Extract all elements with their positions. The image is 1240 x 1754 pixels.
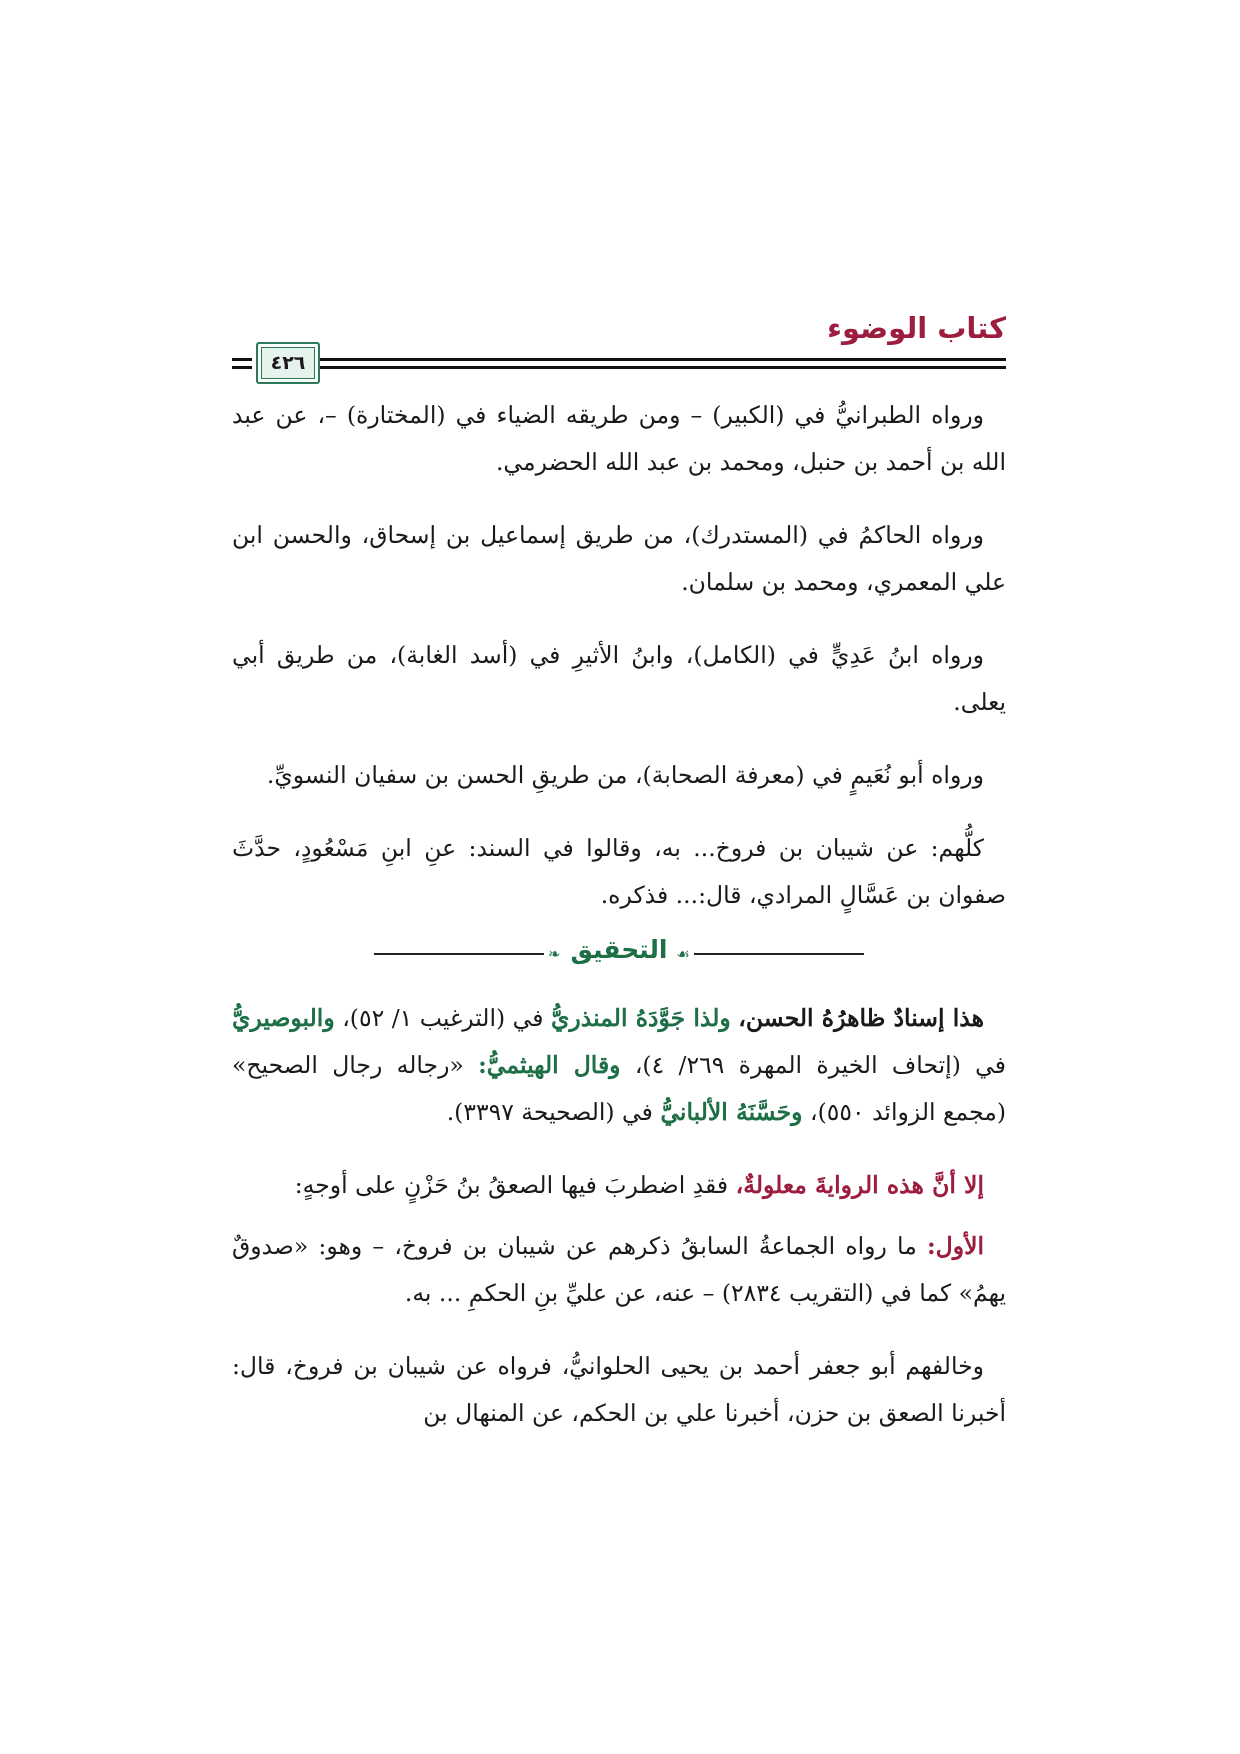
paragraph-ibn-adi: ورواه ابنُ عَدِيٍّ في (الكامل)، وابنُ الأثيرِ في (أسد الغابة)، من طريق أبي يعلى. bbox=[232, 641, 1006, 716]
paragraph-abu-nuaym: ورواه أبو نُعَيمٍ في (معرفة الصحابة)، من طريقِ الحسن بن سفيان النسويِّ. bbox=[266, 761, 984, 789]
busiri-highlight: والبوصيريُّ bbox=[232, 1004, 335, 1032]
header-rule-end-bottom bbox=[232, 366, 252, 369]
text-run: «رجاله رجال الصحيح» (مجمع الزوائد ٥٥٠)، bbox=[232, 1051, 1006, 1126]
text-run: ما رواه الجماعةُ السابقُ ذكرهم عن شيبان بن فروخ، – وهو: «صدوقٌ يهمُ» كما في (التقريب ٢٨٣٤) – عنه، عن عليِّ بنِ الحكمِ ... به. bbox=[232, 1232, 1006, 1307]
isnad-statement: هذا إسنادٌ ظاهرُهُ الحسن، bbox=[738, 1004, 984, 1032]
paragraph-hakim: ورواه الحاكمُ في (المستدرك)، من طريق إسماعيل بن إسحاق، والحسن ابن علي المعمري، ومحمد بن سلمان. bbox=[232, 521, 1006, 596]
mundhiri-highlight: ولذا جَوَّدَهُ المنذريُّ bbox=[551, 1004, 731, 1032]
text-run: في (الترغيب ١/ ٥٢)، bbox=[334, 1004, 552, 1032]
first-way-label: الأول: bbox=[926, 1232, 984, 1260]
header-rule-top bbox=[302, 358, 1006, 361]
text-run: في (الصحيحة ٣٣٩٧). bbox=[446, 1098, 661, 1126]
ornament-right-icon: ☙ bbox=[676, 945, 690, 963]
section-title: التحقيق bbox=[570, 935, 668, 964]
paragraph-first-way bbox=[232, 1223, 1006, 1317]
ornament-left-icon: ❧ bbox=[548, 945, 561, 963]
text-run: فقدِ اضطربَ فيها الصعقُ بنُ حَزْنٍ على أوجهٍ: bbox=[294, 1171, 736, 1199]
albani-highlight: وحَسَّنَهُ الألبانيُّ bbox=[660, 1098, 803, 1126]
page-header bbox=[232, 300, 1006, 392]
text-run: في (إتحاف الخيرة المهرة ٢٦٩/ ٤)، bbox=[620, 1051, 1006, 1079]
paragraph-tabarani: ورواه الطبرانيُّ في (الكبير) – ومن طريقه الضياء في (المختارة) –، عن عبد الله بن أحمد بن حنبل، ومحمد بن عبد الله الحضرمي. bbox=[232, 401, 1006, 476]
section-divider bbox=[232, 933, 1006, 973]
page-number: ٤٢٦ bbox=[270, 352, 306, 374]
haythami-highlight: وقال الهيثميُّ: bbox=[478, 1051, 621, 1079]
paragraph-tahqiq-isnad bbox=[232, 995, 1006, 1136]
paragraph-hulwani: وخالفهم أبو جعفر أحمد بن يحيى الحلوانيُّ، فرواه عن شيبان بن فروخ، قال: أخبرنا الصعق بن حزن، أخبرنا علي بن الحكم، عن المنهال بن bbox=[232, 1352, 1006, 1427]
paragraph-illah bbox=[232, 1162, 1006, 1209]
paragraph-kulluhum: كلُّهم: عن شيبان بن فروخ... به، وقالوا في السند: عنِ ابنِ مَسْعُودٍ، حدَّثَ صفوان بن عَسَّالٍ المرادي، قال:... فذكره. bbox=[232, 834, 1006, 909]
header-rule-end-top bbox=[232, 358, 252, 361]
header-rule-bottom bbox=[302, 366, 1006, 369]
page-number-badge bbox=[256, 342, 320, 384]
illah-highlight: إلا أنَّ هذه الروايةَ معلولةٌ، bbox=[735, 1171, 984, 1199]
book-title: كتاب الوضوء bbox=[827, 311, 1006, 345]
document-page bbox=[232, 300, 1006, 1463]
